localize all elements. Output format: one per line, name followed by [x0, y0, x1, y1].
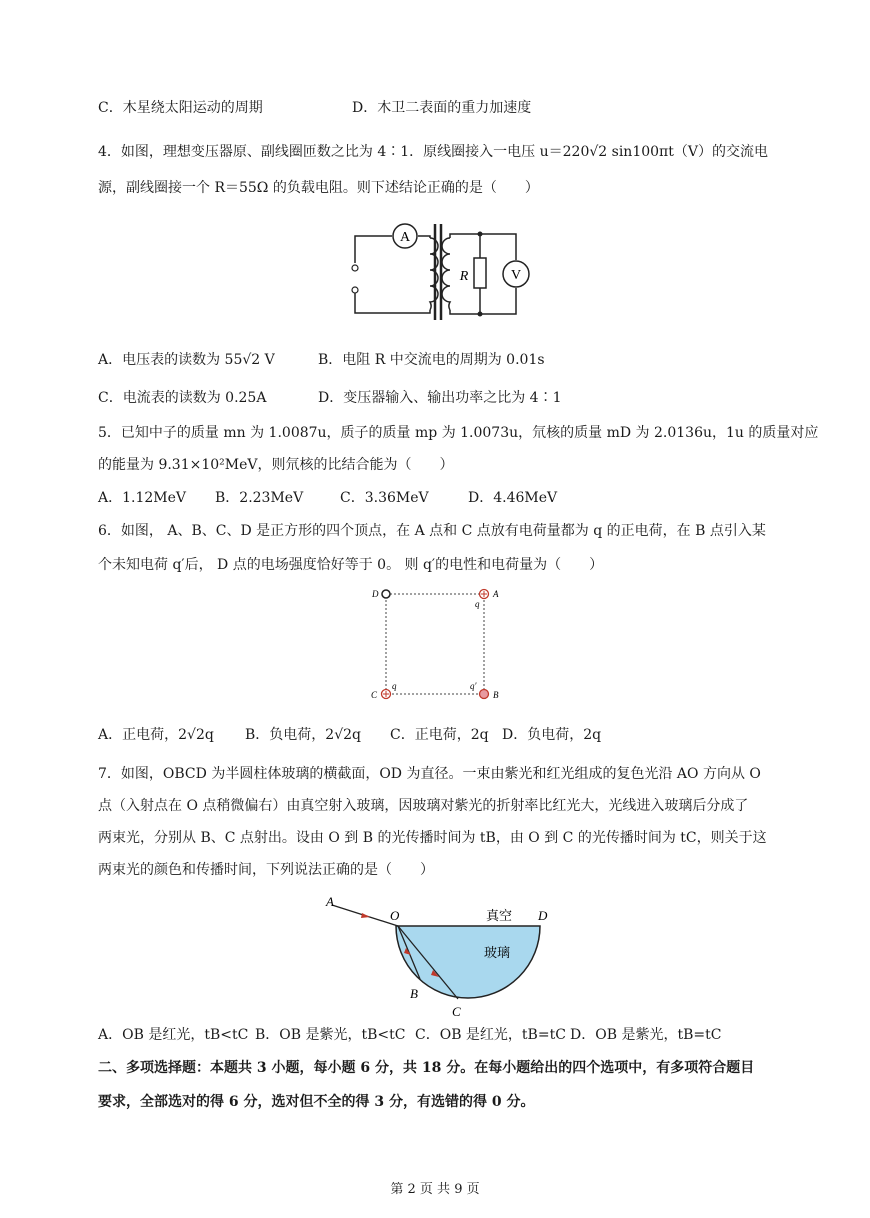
q7-option-b: B．OB 是紫光，tB<tC: [255, 1027, 406, 1043]
point-d-icon: [382, 590, 390, 598]
page-footer: 第 2 页 共 9 页: [390, 1182, 480, 1197]
q6-option-a: A．正电荷，2√2q: [98, 727, 214, 743]
q4-option-a: A．电压表的读数为 55√2 V: [98, 352, 275, 368]
q6-stem-line1: 6．如图， A、B、C、D 是正方形的四个顶点，在 A 点和 C 点放有电荷量都为 q 的正电荷，在 B 点引入某: [98, 523, 766, 539]
ammeter-label: A: [399, 230, 411, 245]
q7-option-a: A．OB 是红光，tB<tC: [98, 1027, 249, 1043]
svg-text:D: D: [372, 589, 379, 599]
section2-heading-line2: 要求，全部选对的得 6 分，选对但不全的得 3 分，有选错的得 0 分。: [98, 1094, 535, 1110]
q5-option-b: B．2.23MeV: [215, 490, 304, 506]
q7-option-d: D．OB 是紫光，tB=tC: [570, 1027, 722, 1043]
resistor-label: R: [459, 269, 469, 284]
section2-heading-line1: 二、多项选择题：本题共 3 小题，每小题 6 分，共 18 分。在每小题给出的四个选项中，有多项符合题目: [98, 1060, 755, 1076]
svg-text:C: C: [452, 1004, 461, 1019]
svg-text:真空: 真空: [486, 909, 513, 924]
q5-option-d: D．4.46MeV: [468, 490, 558, 506]
svg-text:B: B: [410, 986, 418, 1001]
svg-text:O: O: [390, 908, 400, 923]
svg-text:A: A: [493, 589, 499, 599]
svg-text:C: C: [371, 690, 378, 700]
q7-option-c: C．OB 是红光，tB=tC: [415, 1027, 566, 1043]
svg-text:q: q: [475, 599, 480, 609]
svg-text:q: q: [392, 681, 397, 691]
svg-text:B: B: [493, 690, 499, 700]
svg-text:A: A: [326, 894, 334, 909]
transformer-circuit-diagram: [340, 218, 530, 328]
q6-option-b: B．负电荷，2√2q: [245, 727, 361, 743]
charge-b-icon: [480, 690, 489, 699]
q4-stem-line2: 源，副线圈接一个 R＝55Ω 的负载电阻。则下述结论正确的是（ ）: [98, 180, 539, 196]
q6-option-d: D．负电荷，2q: [502, 727, 602, 743]
svg-text:q′: q′: [470, 681, 477, 691]
q4-option-d: D．变压器输入、输出功率之比为 4∶1: [318, 390, 562, 406]
q5-stem-line2: 的能量为 9.31×10²MeV，则氘核的比结合能为（ ）: [98, 457, 454, 473]
q3-option-d: D．木卫二表面的重力加速度: [352, 100, 532, 116]
svg-text:D: D: [538, 908, 548, 923]
q7-stem-line1: 7．如图，OBCD 为半圆柱体玻璃的横截面，OD 为直径。一束由紫光和红光组成的复色光沿 AO 方向从 O: [98, 766, 761, 782]
q5-option-a: A．1.12MeV: [98, 490, 187, 506]
q6-stem-line2: 个未知电荷 q′后， D 点的电场强度恰好等于 0。 则 q′的电性和电荷量为（ ）: [98, 557, 604, 573]
voltmeter-label: V: [510, 268, 522, 283]
resistor-icon: [474, 258, 486, 288]
q4-option-c: C．电流表的读数为 0.25A: [98, 390, 267, 406]
q3-option-c: C．木星绕太阳运动的周期: [98, 100, 263, 116]
q4-stem-line1: 4．如图，理想变压器原、副线圈匝数之比为 4∶1．原线圈接入一电压 u＝220√2 sin100πt（V）的交流电: [98, 144, 768, 160]
q5-stem-line1: 5．已知中子的质量 mn 为 1.0087u，质子的质量 mp 为 1.0073u，氘核的质量 mD 为 2.0136u，1u 的质量对应: [98, 425, 819, 441]
q7-stem-line3: 两束光，分别从 B、C 点射出。设由 O 到 B 的光传播时间为 tB，由 O 到 C 的光传播时间为 tC，则关于这: [98, 830, 767, 846]
svg-text:玻璃: 玻璃: [484, 946, 511, 961]
q4-option-b: B．电阻 R 中交流电的周期为 0.01s: [318, 352, 545, 368]
q6-option-c: C．正电荷，2q: [390, 727, 489, 743]
square-charges-diagram: [362, 584, 512, 704]
semicircle-glass-diagram: [318, 886, 558, 1021]
q7-stem-line4: 两束光的颜色和传播时间，下列说法正确的是（ ）: [98, 862, 434, 878]
q7-stem-line2: 点（入射点在 O 点稍微偏右）由真空射入玻璃，因玻璃对紫光的折射率比红光大，光线进入玻璃后分成了: [98, 798, 749, 814]
q5-option-c: C．3.36MeV: [340, 490, 429, 506]
